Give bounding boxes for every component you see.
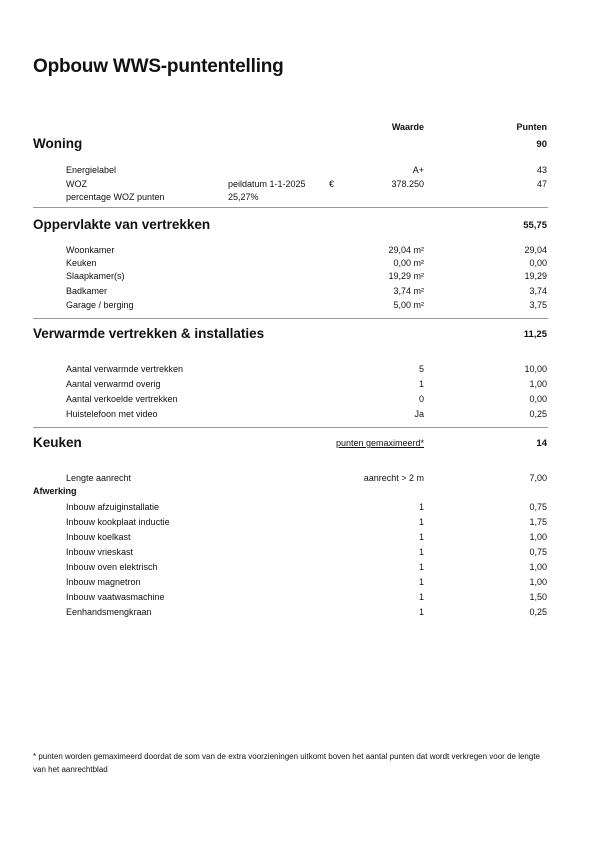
row-label: Badkamer (66, 286, 108, 296)
row-points: 29,04 (524, 245, 547, 255)
table-row (0, 575, 595, 589)
row-label: Inbouw afzuiginstallatie (66, 502, 160, 512)
row-label: Huistelefoon met video (66, 409, 158, 419)
row-points: 0,00 (529, 394, 547, 404)
table-row (0, 605, 595, 619)
row-label: Woonkamer (66, 245, 115, 255)
row-value: 1 (418, 577, 424, 587)
row-points: 43 (536, 165, 547, 175)
row-value: 0 (418, 394, 424, 404)
row-points: 10,00 (524, 364, 547, 374)
section-total-verwarmde: 11,25 (523, 329, 547, 340)
section-total-keuken: 14 (536, 438, 547, 449)
row-points: 3,75 (529, 300, 547, 310)
row-label: Inbouw vaatwasmachine (66, 592, 165, 602)
section-divider (33, 427, 548, 428)
table-row (0, 515, 595, 529)
row-points: 1,75 (529, 517, 547, 527)
table-row (0, 590, 595, 604)
section-heading-verwarmde: Verwarmde vertrekken & installaties (33, 326, 265, 341)
row-value: Ja (414, 409, 424, 419)
section-divider (33, 207, 548, 208)
row-points: 0,25 (529, 409, 547, 419)
table-row (0, 407, 595, 421)
footnote: * punten worden gemaximeerd doordat de som van de extra voorzieningen uitkomt boven het aantal punten dat wordt verkregen voor de lengte van het aanrechtblad (33, 752, 540, 774)
row-label: Inbouw magnetron (66, 577, 141, 587)
row-points: 0,25 (529, 607, 547, 617)
row-points: 1,00 (529, 577, 547, 587)
section-total-oppervlakte: 55,75 (523, 220, 547, 231)
row-value: 1 (418, 532, 424, 542)
row-label: WOZ (66, 179, 87, 189)
section-heading-woning: Woning (33, 136, 83, 151)
table-row (0, 256, 595, 270)
row-label: Slaapkamer(s) (66, 271, 125, 281)
row-note: peildatum 1-1-2025 (228, 179, 306, 189)
row-points: 7,00 (529, 473, 547, 483)
table-row (0, 560, 595, 574)
row-points: 47 (536, 179, 547, 189)
table-row (0, 471, 595, 485)
row-label: Energielabel (66, 165, 117, 175)
row-note: 25,27% (228, 192, 259, 202)
row-label: Aantal verkoelde vertrekken (66, 394, 178, 404)
row-value: 1 (418, 592, 424, 602)
table-row (0, 284, 595, 298)
row-points: 1,00 (529, 562, 547, 572)
points-maximized-note: punten gemaximeerd* (335, 438, 424, 448)
table-row (0, 362, 595, 376)
row-currency: € (329, 179, 335, 189)
table-row (0, 545, 595, 559)
row-label: Keuken (66, 258, 97, 268)
row-value: 29,04 m² (388, 245, 424, 255)
row-value: 19,29 m² (388, 271, 424, 281)
row-points: 1,00 (529, 532, 547, 542)
row-label: Aantal verwarmde vertrekken (66, 364, 184, 374)
row-points: 1,00 (529, 379, 547, 389)
row-value: 1 (418, 502, 424, 512)
column-header-value: Waarde (391, 122, 424, 132)
section-divider (33, 318, 548, 319)
table-row (0, 530, 595, 544)
row-value: 1 (418, 547, 424, 557)
section-heading-oppervlakte: Oppervlakte van vertrekken (33, 217, 211, 232)
table-row (0, 377, 595, 391)
row-value: 1 (418, 562, 424, 572)
table-row (0, 190, 595, 204)
row-value: 5 (418, 364, 424, 374)
row-label: Inbouw vrieskast (66, 547, 134, 557)
page-title: Opbouw WWS-puntentelling (33, 56, 284, 77)
table-row (0, 500, 595, 514)
table-row (0, 392, 595, 406)
table-row (0, 177, 595, 191)
row-value: 5,00 m² (393, 300, 424, 310)
row-value: 378.250 (391, 179, 424, 189)
row-points: 0,75 (529, 547, 547, 557)
table-row (0, 298, 595, 312)
row-points: 3,74 (529, 286, 547, 296)
column-header-points: Punten (516, 122, 547, 132)
row-label: Eenhandsmengkraan (66, 607, 152, 617)
section-heading-keuken: Keuken (33, 435, 82, 450)
section-total-woning: 90 (536, 139, 547, 150)
table-row (0, 269, 595, 283)
subheading-afwerking: Afwerking (33, 486, 77, 496)
table-row (0, 243, 595, 257)
row-label: Aantal verwarmd overig (66, 379, 161, 389)
row-label: percentage WOZ punten (66, 192, 165, 202)
row-points: 19,29 (524, 271, 547, 281)
row-value: A+ (412, 165, 424, 175)
row-value: 1 (418, 517, 424, 527)
row-value: 1 (418, 607, 424, 617)
row-value: 3,74 m² (393, 286, 424, 296)
row-value: 1 (418, 379, 424, 389)
row-label: Inbouw koelkast (66, 532, 131, 542)
row-points: 0,00 (529, 258, 547, 268)
row-value: aanrecht > 2 m (363, 473, 424, 483)
table-row (0, 163, 595, 177)
row-points: 1,50 (529, 592, 547, 602)
row-label: Inbouw oven elektrisch (66, 562, 158, 572)
row-points: 0,75 (529, 502, 547, 512)
row-label: Lengte aanrecht (66, 473, 132, 483)
row-label: Garage / berging (66, 300, 134, 310)
row-label: Inbouw kookplaat inductie (66, 517, 170, 527)
row-value: 0,00 m² (393, 258, 424, 268)
